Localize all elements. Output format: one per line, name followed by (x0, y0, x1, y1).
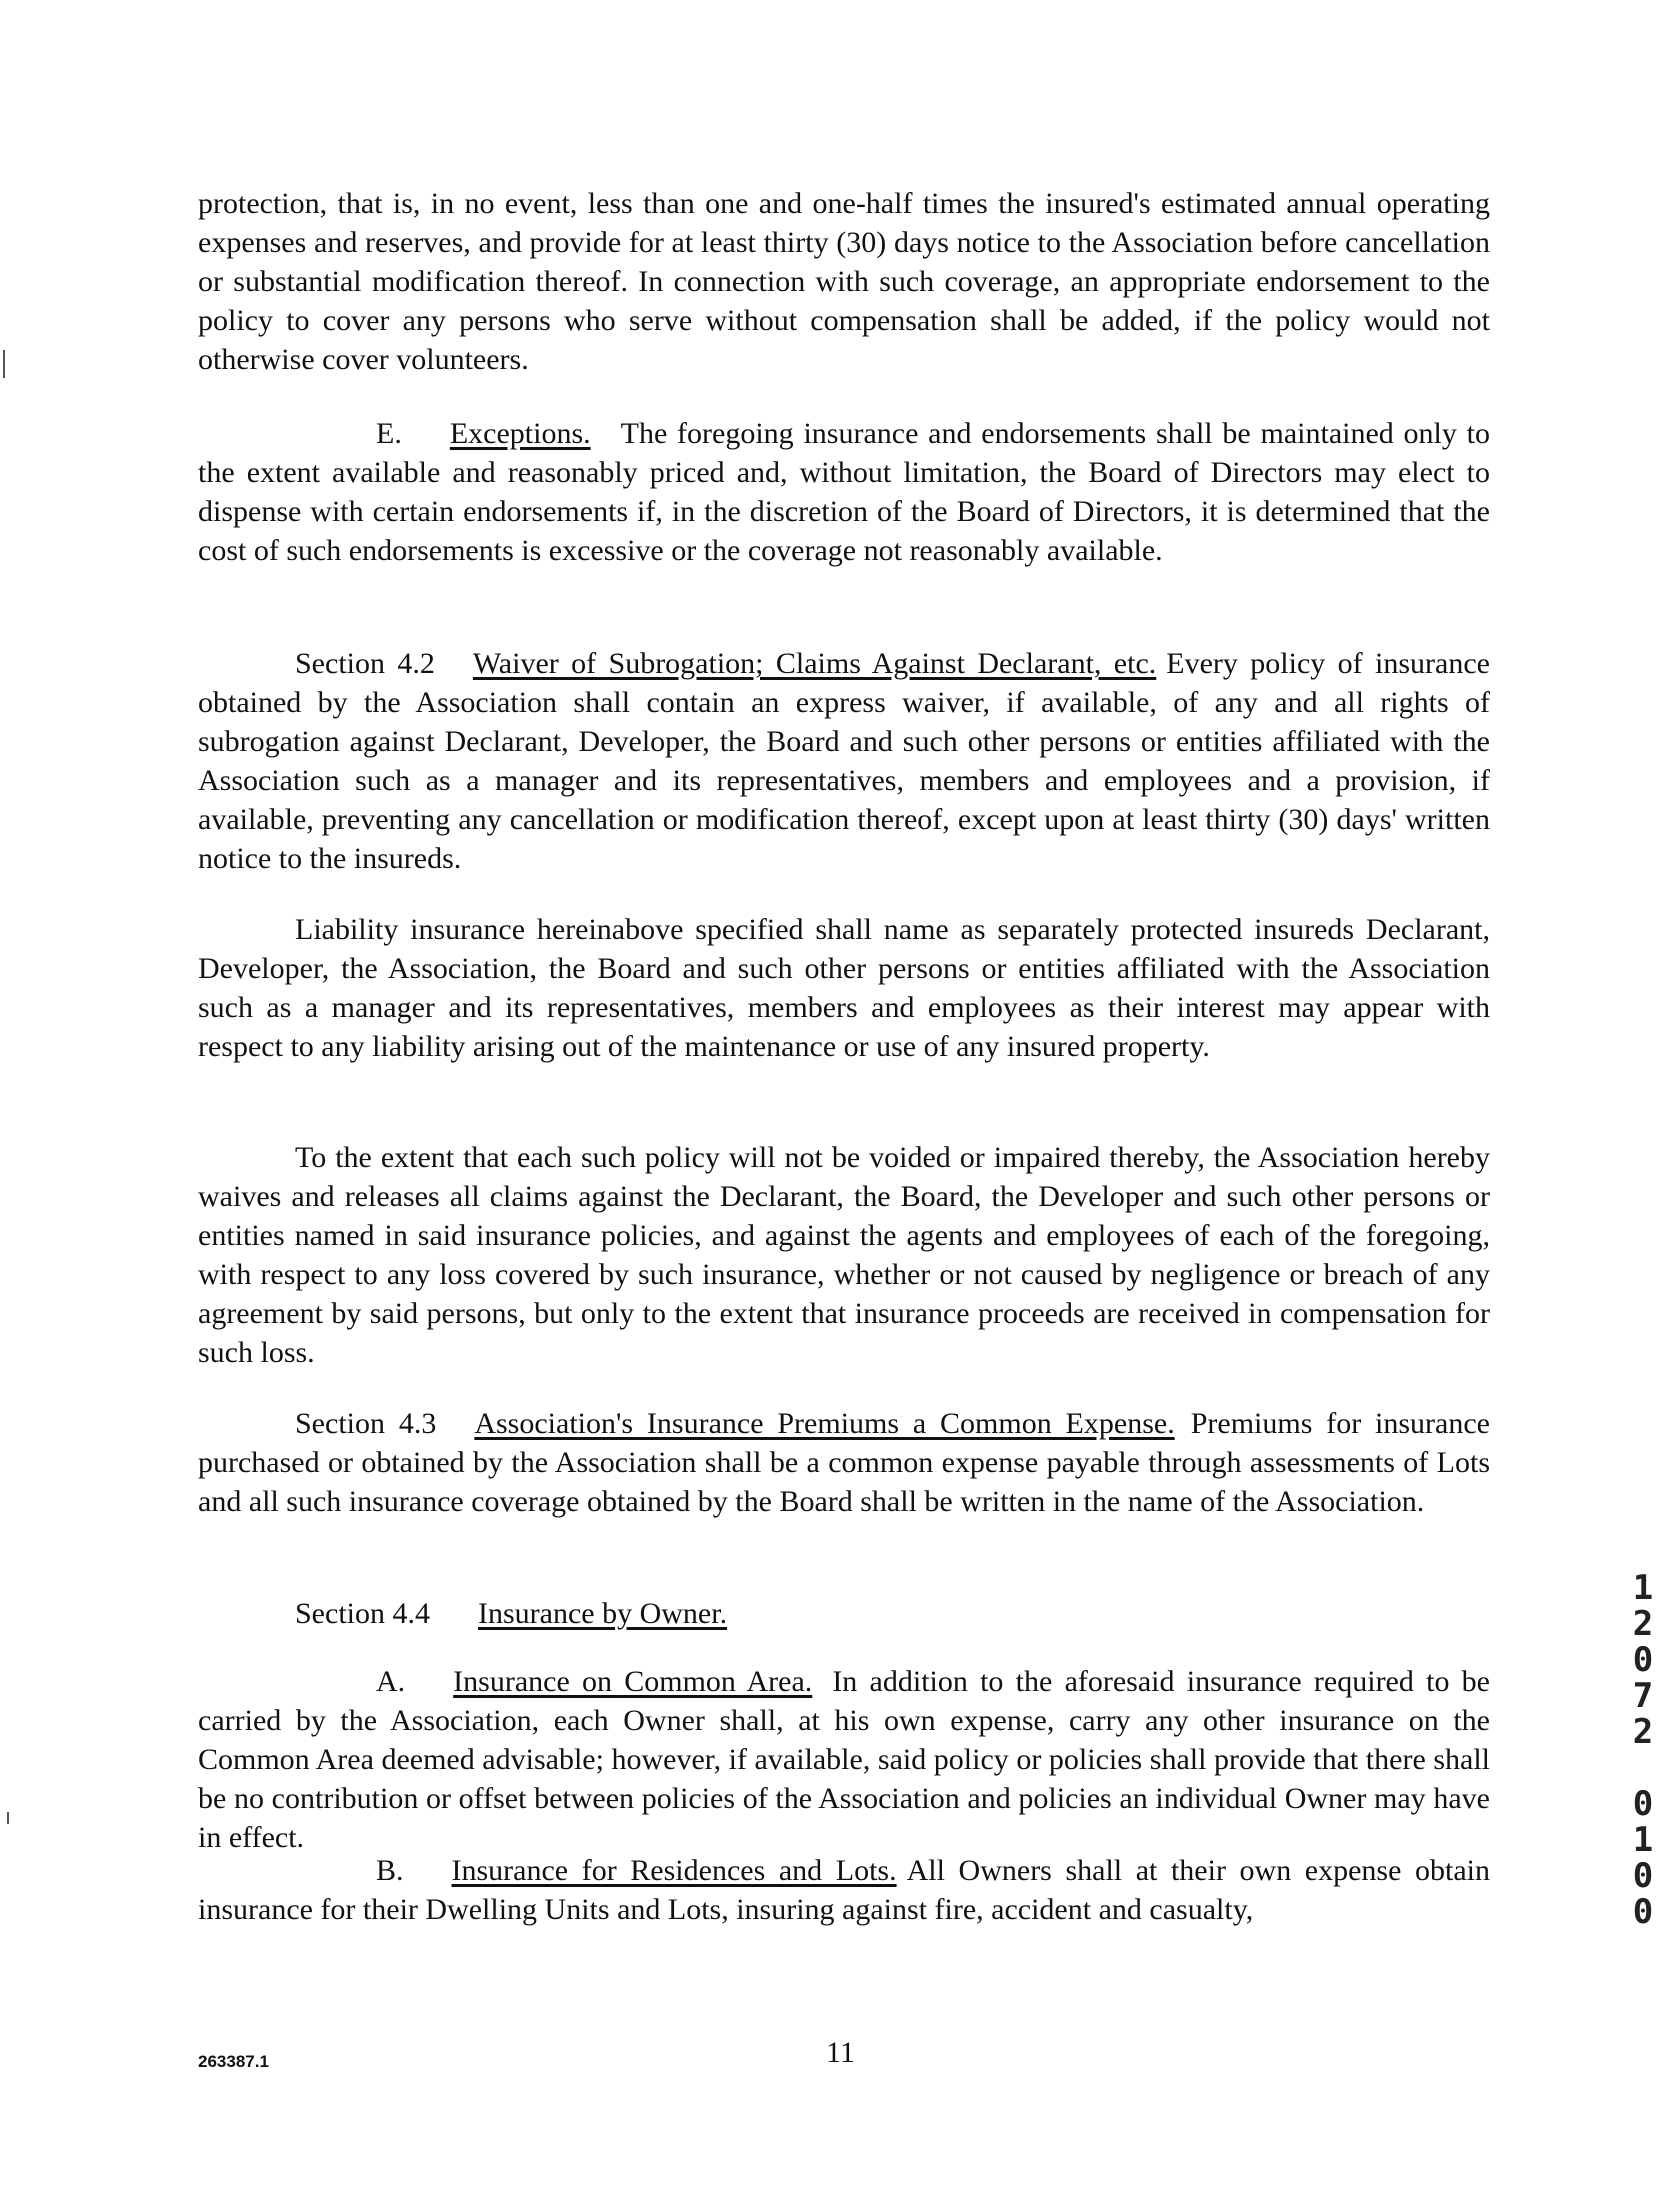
section-label: Section 4.3 (295, 1407, 437, 1440)
margin-tick-mark (7, 1812, 9, 1824)
recording-number-stamp (1628, 1570, 1658, 1930)
paragraph-section-4-2 (198, 644, 1490, 878)
paragraph-section-4-3 (198, 1404, 1490, 1521)
subsection-title: Exceptions. (449, 417, 591, 450)
stamp-digit: 0 (1632, 1892, 1654, 1932)
section-label: Section 4.2 (295, 647, 435, 680)
section-label: Section 4.4 (295, 1597, 430, 1630)
subsection-title: Insurance on Common Area. (453, 1665, 813, 1698)
subsection-label: A. (376, 1665, 406, 1698)
paragraph-text: To the extent that each such policy will not be voided or impaired thereby, the Association hereby waives and releases all claims against the Declarant, the Board, the Developer and such other persons or entities named in said insurance policies, and against the agents and employees of each of the foregoing, with respect to any loss covered by such insurance, whether or not caused by negligence or breach of any agreement by said persons, but only to the extent that insurance proceeds are received in compensation for such loss. (198, 1141, 1490, 1369)
paragraph-waiver-release (198, 1138, 1490, 1372)
document-id: 263387.1 (198, 2052, 269, 2071)
paragraph-text: The foregoing insurance and endorsements shall be maintained only to the extent available and reasonably priced and, without limitation, the Board of Directors may elect to dispense with certain endorsements if, in the discretion of the Board of Directors, it is determined that the cost of such endorsements is excessive or the coverage not reasonably available. (198, 417, 1490, 567)
stamp-digit: 2 (1632, 1712, 1654, 1752)
section-title: Association's Insurance Premiums a Common Expense. (474, 1407, 1175, 1440)
paragraph-coverage-continuation (198, 184, 1490, 379)
section-title: Waiver of Subrogation; Claims Against Declarant, etc. (472, 647, 1157, 680)
paragraph-insurance-common-area (198, 1662, 1490, 1857)
subsection-title: Insurance for Residences and Lots. (451, 1854, 897, 1887)
stamp-digit: 1 (1632, 1568, 1654, 1608)
paragraph-text: In addition to the aforesaid insurance required to be carried by the Association, each Owner shall, at his own expense, carry any other insurance on the Common Area deemed advisable; however, if available, said policy or policies shall provide that there shall be no contribution or offset between policies of the Association and policies an individual Owner may have in effect. (198, 1665, 1490, 1854)
stamp-digit: 0 (1632, 1784, 1654, 1824)
paragraph-insurance-residences (198, 1851, 1490, 1929)
stamp-digit: 7 (1632, 1676, 1654, 1716)
paragraph-text: Liability insurance hereinabove specified shall name as separately protected insureds Declarant, Developer, the Association, the Board and such other persons or entities affiliated with the Association such as a manager and its representatives, members and employees as their interest may appear with respect to any liability arising out of the maintenance or use of any insured property. (198, 913, 1490, 1063)
stamp-spacer (1628, 1750, 1658, 1786)
paragraph-text: protection, that is, in no event, less than one and one-half times the insured's estimated annual operating expenses and reserves, and provide for at least thirty (30) days notice to the Association before cancellation or substantial modification thereof. In connection with such coverage, an appropriate endorsement to the policy to cover any persons who serve without compensation shall be added, if the policy would not otherwise cover volunteers. (198, 187, 1490, 376)
stamp-digit: 1 (1632, 1820, 1654, 1860)
heading-section-4-4 (295, 1594, 727, 1633)
margin-tick-mark (3, 350, 5, 378)
paragraph-text: Premiums for insurance purchased or obtained by the Association shall be a common expense payable through assessments of Lots and all such insurance coverage obtained by the Board shall be written in the name of the Association. (198, 1407, 1490, 1518)
stamp-digit: 2 (1632, 1604, 1654, 1644)
subsection-label: B. (376, 1854, 404, 1887)
page-number: 11 (826, 2036, 855, 2069)
subsection-label: E. (376, 417, 402, 450)
paragraph-text: All Owners shall at their own expense obtain insurance for their Dwelling Units and Lots, insuring against fire, accident and casualty, (198, 1854, 1490, 1926)
stamp-digit: 0 (1632, 1640, 1654, 1680)
paragraph-exceptions (198, 414, 1490, 570)
section-title: Insurance by Owner. (478, 1597, 728, 1630)
paragraph-liability-insurance (198, 910, 1490, 1066)
paragraph-text: Every policy of insurance obtained by the Association shall contain an express waiver, if available, of any and all rights of subrogation against Declarant, Developer, the Board and such other persons or entities affiliated with the Association such as a manager and its representatives, members and employees and a provision, if available, preventing any cancellation or modification thereof, except upon at least thirty (30) days' written notice to the insureds. (198, 647, 1490, 875)
stamp-digit: 0 (1632, 1856, 1654, 1896)
